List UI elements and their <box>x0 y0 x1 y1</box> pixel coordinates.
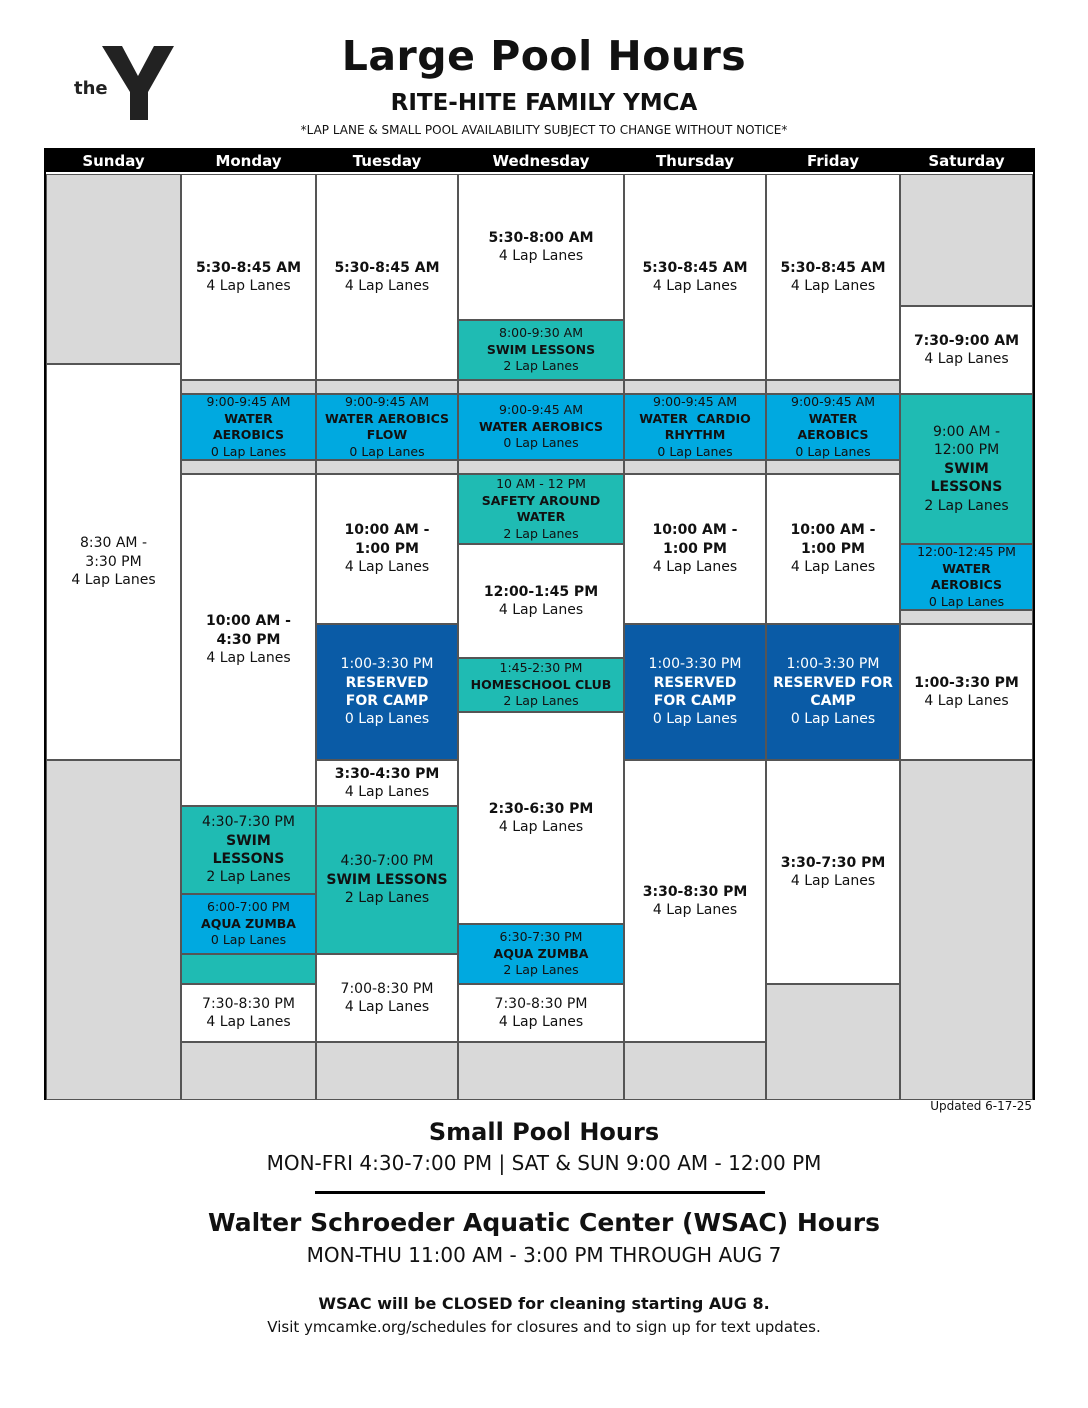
block-lanes: 4 Lap Lanes <box>206 650 291 667</box>
block-time: 10:00 AM - <box>652 522 738 539</box>
section-divider <box>315 1191 765 1194</box>
block-time: 1:00-3:30 PM <box>786 656 880 673</box>
day-header-friday: Friday <box>766 150 900 172</box>
block-lanes: 0 Lap Lanes <box>210 443 287 459</box>
block-class: WATER <box>942 560 991 576</box>
block-time: 4:30 PM <box>216 631 281 648</box>
block-lanes: 4 Lap Lanes <box>498 602 584 618</box>
block-lanes: 2 Lap Lanes <box>503 962 579 978</box>
friday-reserved-camp <box>766 624 900 760</box>
block-class: FLOW <box>366 427 408 442</box>
block-lanes: 4 Lap Lanes <box>71 572 156 589</box>
day-header-wednesday: Wednesday <box>458 150 624 172</box>
block-lanes: 4 Lap Lanes <box>344 559 430 576</box>
block-lanes: 4 Lap Lanes <box>498 1014 584 1030</box>
block-class: LESSONS <box>212 851 285 867</box>
saturday-afternoon-lap <box>900 624 1033 760</box>
block-time: 3:30 PM <box>85 553 142 570</box>
thursday-late-lap <box>624 760 766 1042</box>
block-lanes: 4 Lap Lanes <box>206 1014 291 1030</box>
block-time: 1:00 PM <box>355 540 419 557</box>
wsac-closed-notice: WSAC will be CLOSED for cleaning starting AUG 8. <box>318 1294 770 1313</box>
logo-ymca-text: YMCA <box>150 81 165 103</box>
thursday-closed <box>624 1042 766 1100</box>
block-lanes: 0 Lap Lanes <box>344 711 430 728</box>
block-time: 9:00-9:45 AM <box>791 394 875 409</box>
monday-aqua-zumba <box>181 894 316 954</box>
monday-closed <box>181 1042 316 1100</box>
block-time: 4:30-7:00 PM <box>340 853 434 870</box>
sunday-closed-evening <box>46 760 181 1100</box>
block-time: 4:30-7:30 PM <box>202 814 295 831</box>
block-time: 7:30-8:30 PM <box>494 995 588 1012</box>
block-time: 9:00-9:45 AM <box>653 394 737 409</box>
wednesday-aqua-zumba <box>458 924 624 984</box>
block-class: WATER AEROBICS <box>324 410 450 426</box>
block-time: 9:00 AM - <box>932 423 1001 440</box>
block-lanes: 4 Lap Lanes <box>652 278 738 294</box>
block-lanes: 2 Lap Lanes <box>503 693 579 709</box>
block-time: 1:00 PM <box>801 540 865 557</box>
tuesday-late-lap <box>316 954 458 1042</box>
block-time: 7:30-8:30 PM <box>202 995 295 1012</box>
block-class: FOR CAMP <box>653 693 737 709</box>
day-header-sunday: Sunday <box>46 150 181 172</box>
day-header-monday: Monday <box>181 150 316 172</box>
friday-water-aerobics <box>766 394 900 460</box>
block-class: WATER CARDIO <box>639 410 751 426</box>
block-class: SWIM LESSONS <box>326 871 448 888</box>
block-time: 5:30-8:45 AM <box>195 259 302 276</box>
tuesday-gap <box>316 460 458 474</box>
wednesday-gap <box>458 380 624 394</box>
block-class: FOR CAMP <box>345 693 429 709</box>
block-class: RESERVED FOR <box>773 674 893 691</box>
saturday-water-aerobics <box>900 544 1033 610</box>
block-time: 7:30-9:00 AM <box>913 332 1020 349</box>
monday-gap <box>181 380 316 394</box>
block-class: WATER <box>808 410 858 426</box>
block-class: SWIM <box>944 460 989 477</box>
block-time: 12:00 PM <box>933 442 1000 459</box>
friday-gap <box>766 460 900 474</box>
block-time: 3:30-4:30 PM <box>334 765 440 782</box>
block-lanes: 4 Lap Lanes <box>498 248 584 264</box>
block-lanes: 0 Lap Lanes <box>503 435 579 451</box>
block-class: AQUA ZUMBA <box>493 945 589 961</box>
block-class: RESERVED <box>653 674 737 691</box>
thursday-gap <box>624 380 766 394</box>
block-lanes: 0 Lap Lanes <box>928 593 1005 609</box>
monday-swim-lessons <box>181 806 316 894</box>
thursday-reserved-camp <box>624 624 766 760</box>
tuesday-swim-lessons <box>316 806 458 954</box>
block-class: AEROBICS <box>797 427 869 442</box>
block-lanes: 4 Lap Lanes <box>206 278 291 294</box>
friday-late-lap <box>766 760 900 984</box>
block-time: 7:00-8:30 PM <box>340 980 434 997</box>
block-time: 12:00-1:45 PM <box>483 583 599 600</box>
block-lanes: 0 Lap Lanes <box>349 443 425 459</box>
block-class: AEROBICS <box>212 427 285 442</box>
wsac-title: Walter Schroeder Aquatic Center (WSAC) Hours <box>208 1208 880 1237</box>
block-lanes: 4 Lap Lanes <box>652 559 738 576</box>
block-class: AEROBICS <box>930 577 1003 592</box>
wednesday-late-lap <box>458 984 624 1042</box>
wednesday-early-lap <box>458 174 624 320</box>
block-lanes: 0 Lap Lanes <box>657 443 733 459</box>
tuesday-reserved-camp <box>316 624 458 760</box>
tuesday-water-aerobics-flow <box>316 394 458 460</box>
block-class: SAFETY AROUND <box>481 492 601 508</box>
tuesday-mid-lap <box>316 474 458 624</box>
updated-date: Updated 6-17-25 <box>930 1099 1032 1113</box>
small-pool-hours: MON-FRI 4:30-7:00 PM | SAT & SUN 9:00 AM - 12:00 PM <box>266 1151 822 1175</box>
friday-mid-lap <box>766 474 900 624</box>
thursday-water-cardio-rhythm <box>624 394 766 460</box>
wednesday-closed <box>458 1042 624 1100</box>
thursday-early-lap <box>624 174 766 380</box>
thursday-mid-lap <box>624 474 766 624</box>
block-time: 5:30-8:45 AM <box>334 259 440 276</box>
block-class: RESERVED <box>345 674 429 691</box>
block-time: 6:00-7:00 PM <box>207 899 290 915</box>
wednesday-homeschool-club <box>458 658 624 712</box>
block-lanes: 4 Lap Lanes <box>344 784 430 800</box>
block-lanes: 2 Lap Lanes <box>503 525 579 541</box>
day-header-tuesday: Tuesday <box>316 150 458 172</box>
block-lanes: 4 Lap Lanes <box>924 351 1009 367</box>
saturday-closed-evening <box>900 760 1033 1100</box>
block-time: 10:00 AM - <box>206 613 291 630</box>
block-lanes: 4 Lap Lanes <box>924 693 1009 709</box>
block-time: 1:00 PM <box>663 540 727 557</box>
sunday-lap-block <box>46 364 181 760</box>
block-time: 8:30 AM - <box>79 535 148 552</box>
block-class: WATER AEROBICS <box>478 418 604 434</box>
block-lanes: 0 Lap Lanes <box>210 932 287 948</box>
block-time: 10:00 AM - <box>344 522 430 539</box>
block-lanes: 0 Lap Lanes <box>652 711 738 728</box>
block-lanes: 4 Lap Lanes <box>790 873 876 889</box>
block-class: SWIM <box>226 832 271 849</box>
block-lanes: 2 Lap Lanes <box>206 869 291 886</box>
tuesday-after-lap <box>316 760 458 806</box>
tuesday-gap <box>316 380 458 394</box>
block-time: 1:45-2:30 PM <box>499 660 583 676</box>
thursday-gap <box>624 460 766 474</box>
friday-closed <box>766 984 900 1100</box>
sunday-closed-morning <box>46 174 181 364</box>
availability-notice: *LAP LANE & SMALL POOL AVAILABILITY SUBJECT TO CHANGE WITHOUT NOTICE* <box>300 123 788 137</box>
block-class: AQUA ZUMBA <box>201 915 296 931</box>
friday-gap <box>766 380 900 394</box>
block-time: 9:00-9:45 AM <box>499 402 583 418</box>
block-time: 1:00-3:30 PM <box>914 674 1019 691</box>
tuesday-early-lap <box>316 174 458 380</box>
monday-water-aerobics <box>181 394 316 460</box>
block-time: 10:00 AM - <box>790 522 876 539</box>
monday-early-lap <box>181 174 316 380</box>
block-lanes: 2 Lap Lanes <box>924 497 1009 514</box>
block-lanes: 4 Lap Lanes <box>790 278 876 294</box>
logo-the-text: the <box>74 78 108 99</box>
monday-swim-lessons-end <box>181 954 316 984</box>
block-class: CAMP <box>810 693 856 709</box>
block-class: SWIM LESSONS <box>486 341 596 357</box>
saturday-early-lap <box>900 306 1033 394</box>
block-time: 5:30-8:00 AM <box>488 229 594 246</box>
block-time: 5:30-8:45 AM <box>780 259 886 276</box>
day-header-thursday: Thursday <box>624 150 766 172</box>
block-time: 12:00-12:45 PM <box>917 544 1016 559</box>
block-time: 2:30-6:30 PM <box>488 800 594 817</box>
schedule-table <box>44 148 1035 1100</box>
block-lanes: 0 Lap Lanes <box>790 711 876 728</box>
block-time: 1:00-3:30 PM <box>340 656 434 673</box>
wednesday-swim-lessons <box>458 320 624 380</box>
monday-mid-lap <box>181 474 316 806</box>
block-lanes: 4 Lap Lanes <box>344 278 430 294</box>
wsac-visit-info: Visit ymcamke.org/schedules for closures and to sign up for text updates. <box>267 1318 821 1336</box>
block-time: 5:30-8:45 AM <box>642 259 748 276</box>
page-subtitle: RITE-HITE FAMILY YMCA <box>390 90 698 116</box>
block-lanes: 4 Lap Lanes <box>498 819 584 835</box>
wednesday-afternoon-lap <box>458 712 624 924</box>
block-lanes: 4 Lap Lanes <box>790 559 876 576</box>
block-lanes: 4 Lap Lanes <box>652 902 738 918</box>
block-time: 9:00-9:45 AM <box>345 394 429 409</box>
block-class: WATER <box>516 509 566 524</box>
block-time: 9:00-9:45 AM <box>206 394 291 409</box>
monday-gap <box>181 460 316 474</box>
wednesday-gap <box>458 460 624 474</box>
saturday-gap <box>900 610 1033 624</box>
block-lanes: 2 Lap Lanes <box>344 890 430 907</box>
block-lanes: 2 Lap Lanes <box>503 358 579 374</box>
block-time: 8:00-9:30 AM <box>499 325 583 341</box>
small-pool-title: Small Pool Hours <box>428 1118 660 1146</box>
wednesday-water-aerobics <box>458 394 624 460</box>
block-time: 10 AM - 12 PM <box>496 476 586 491</box>
wsac-hours: MON-THU 11:00 AM - 3:00 PM THROUGH AUG 7 <box>306 1243 782 1267</box>
page-title: Large Pool Hours <box>341 32 747 80</box>
block-class: RHYTHM <box>664 427 726 442</box>
monday-late-lap <box>181 984 316 1042</box>
tuesday-closed <box>316 1042 458 1100</box>
block-class: HOMESCHOOL CLUB <box>470 676 612 692</box>
wednesday-safety-around-water <box>458 474 624 544</box>
block-time: 3:30-7:30 PM <box>780 854 886 871</box>
wednesday-noon-lap <box>458 544 624 658</box>
saturday-closed-morning <box>900 174 1033 306</box>
saturday-swim-lessons <box>900 394 1033 544</box>
friday-early-lap <box>766 174 900 380</box>
block-class: LESSONS <box>930 479 1003 496</box>
block-time: 6:30-7:30 PM <box>499 929 583 945</box>
block-time: 3:30-8:30 PM <box>642 883 748 900</box>
block-class: WATER <box>224 410 273 426</box>
block-lanes: 4 Lap Lanes <box>344 999 430 1015</box>
block-time: 1:00-3:30 PM <box>648 656 742 673</box>
day-header-saturday: Saturday <box>900 150 1033 172</box>
block-lanes: 0 Lap Lanes <box>795 443 871 459</box>
